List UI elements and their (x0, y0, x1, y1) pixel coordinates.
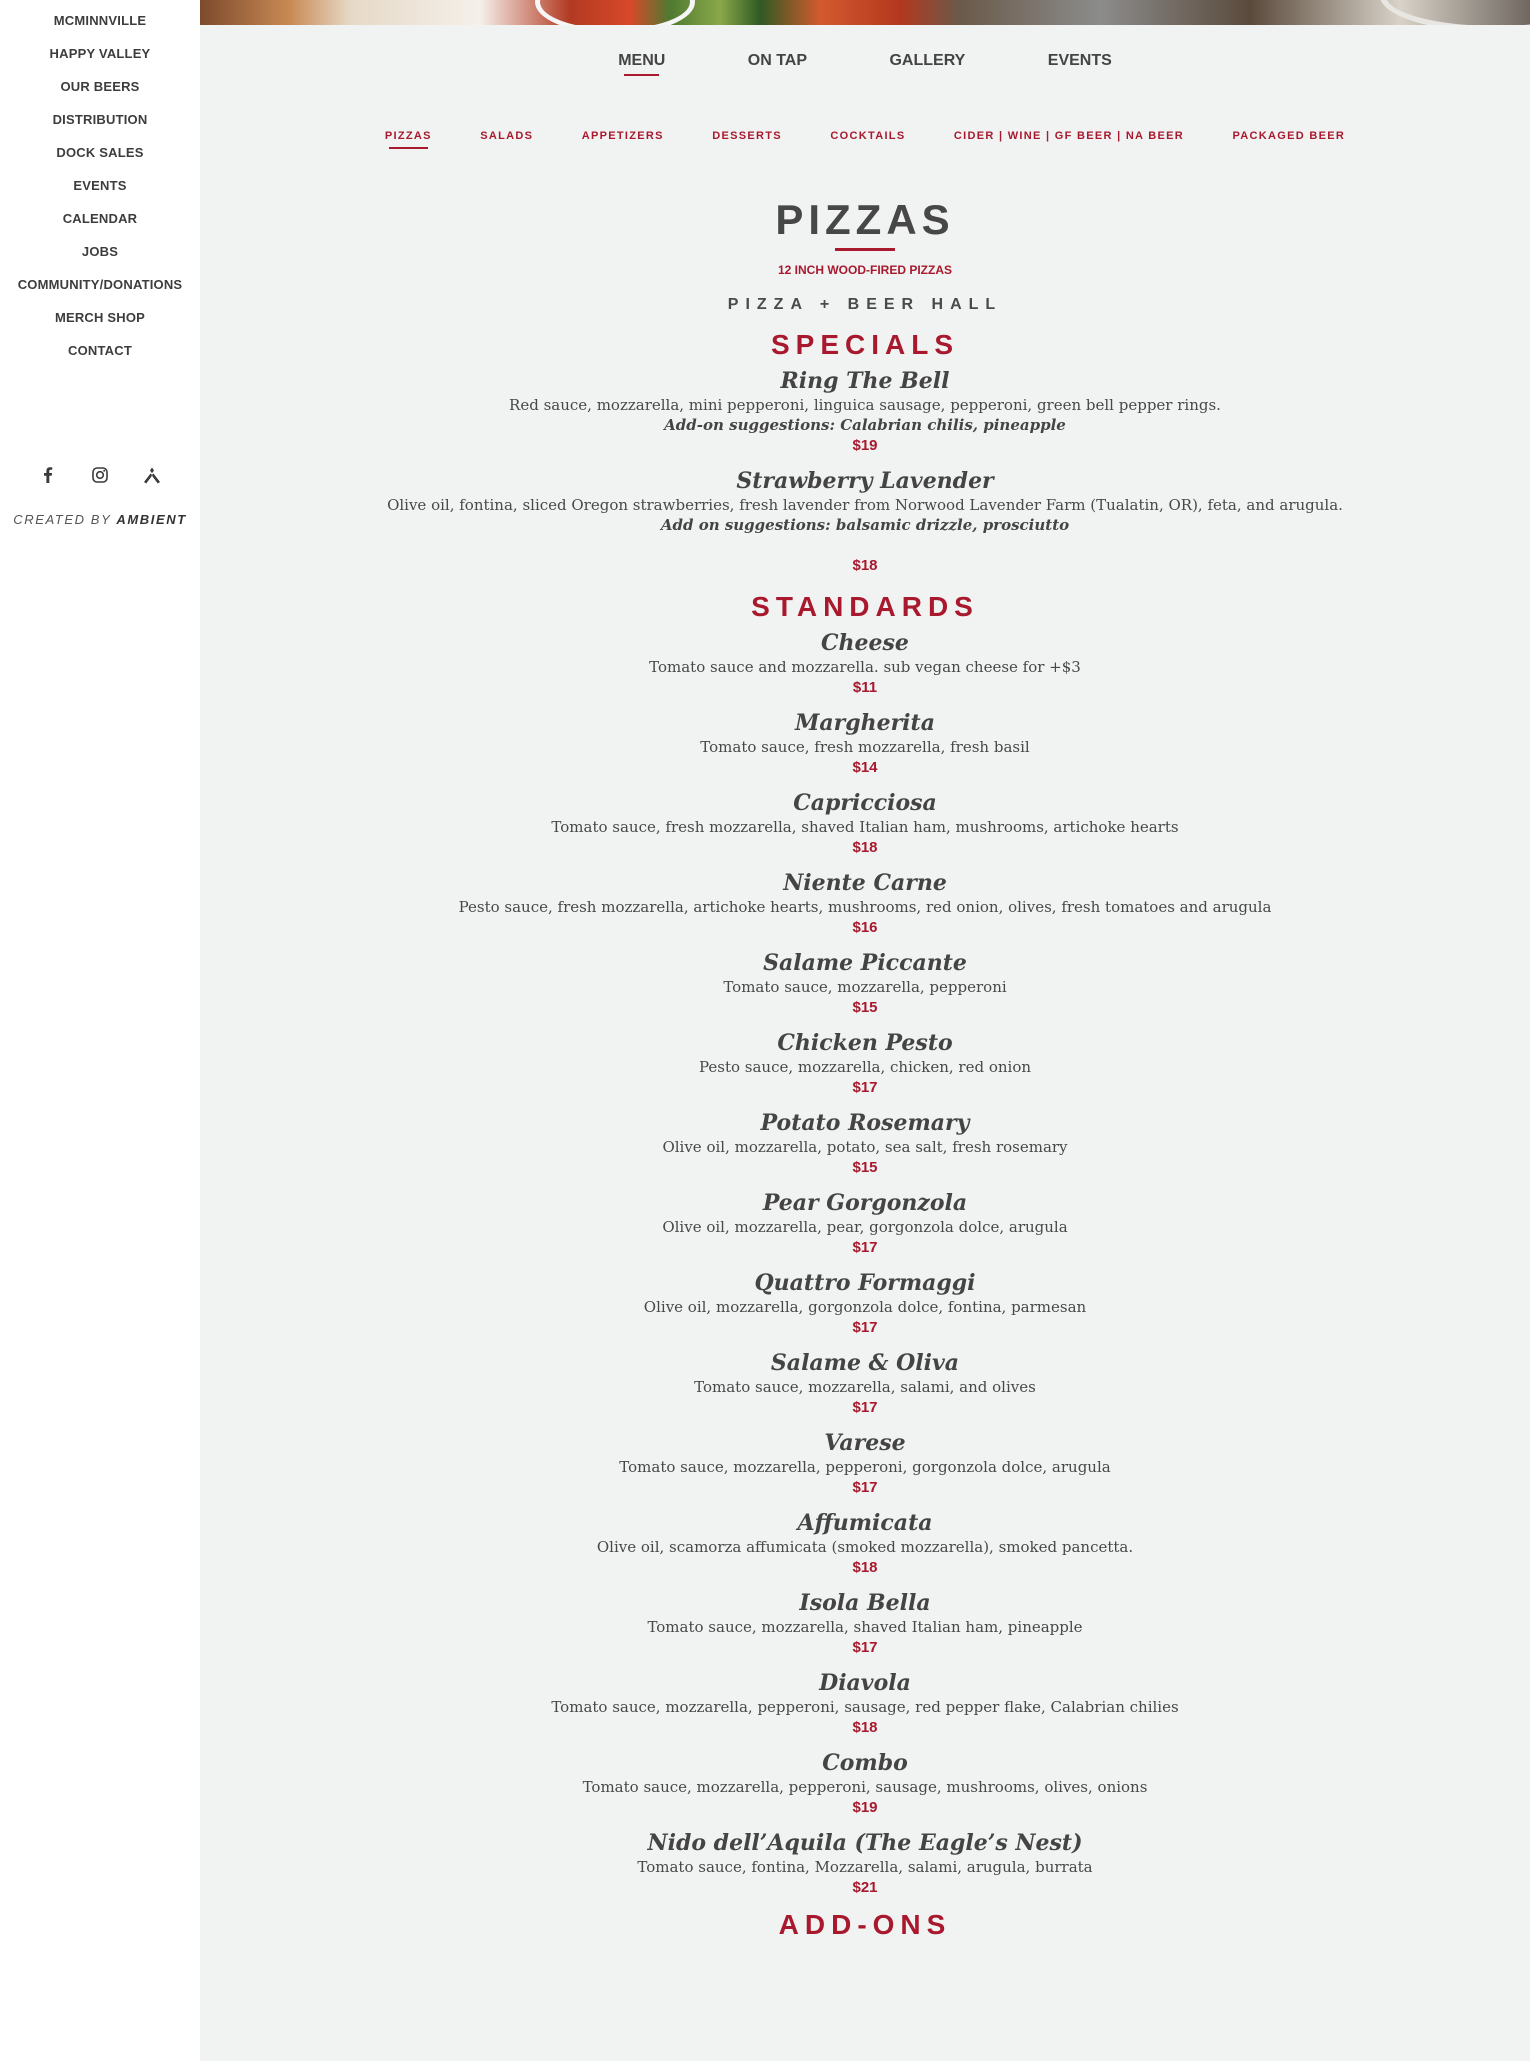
item-description: Tomato sauce, fresh mozzarella, shaved Italian ham, mushrooms, artichoke hearts (551, 818, 1179, 836)
plate-rim-shape (1380, 0, 1530, 25)
sidebar-nav (0, 12, 200, 375)
item-name: Pear Gorgonzola (762, 1190, 968, 1216)
item-name: Isola Bella (799, 1590, 931, 1616)
menu-subtitle: 12 INCH WOOD-FIRED PIZZAS (777, 263, 952, 277)
item-price: $17 (852, 1479, 878, 1496)
facebook-icon[interactable] (37, 464, 59, 486)
menu-content (200, 194, 1530, 1947)
credit-prefix: CREATED BY (13, 512, 112, 527)
item-description: Tomato sauce, fresh mozzarella, fresh basil (700, 738, 1030, 756)
sidebar (0, 0, 200, 2061)
category-pizzas[interactable]: PIZZAS (385, 130, 432, 149)
menu-category-nav (200, 126, 1530, 149)
social-links (0, 464, 200, 486)
item-description: Tomato sauce, mozzarella, pepperoni (723, 978, 1007, 996)
item-description: Olive oil, fontina, sliced Oregon strawberries, fresh lavender from Norwood Lavender Farm (Tualatin, OR), feta, and arugula. (387, 496, 1343, 514)
item-name: Chicken Pesto (777, 1030, 953, 1056)
item-description: Tomato sauce, fontina, Mozzarella, salami, arugula, burrata (637, 1858, 1093, 1876)
menu-item (200, 1429, 1530, 1499)
item-price: $18 (852, 1559, 878, 1576)
tab-events[interactable]: EVENTS (1047, 52, 1112, 69)
instagram-icon[interactable] (89, 464, 111, 486)
item-description: Tomato sauce, mozzarella, shaved Italian ham, pineapple (647, 1618, 1083, 1636)
item-price: $18 (852, 557, 878, 574)
sidebar-item-community-donations[interactable]: COMMUNITY/DONATIONS (17, 277, 183, 292)
menu-item (200, 1509, 1530, 1579)
menu-item (200, 1749, 1530, 1819)
menu-item (200, 1109, 1530, 1179)
menu-item (200, 467, 1530, 577)
item-description: Olive oil, scamorza affumicata (smoked mozzarella), smoked pancetta. (596, 1538, 1134, 1556)
plate-rim-shape (535, 0, 695, 25)
sidebar-item-distribution[interactable]: DISTRIBUTION (52, 112, 148, 127)
item-name: Strawberry Lavender (736, 468, 994, 494)
sidebar-item-events[interactable]: EVENTS (73, 178, 127, 193)
item-price: $18 (852, 1719, 878, 1736)
menu-item (200, 1029, 1530, 1099)
item-name: Combo (822, 1750, 908, 1776)
menu-item (200, 789, 1530, 859)
untappd-icon[interactable] (141, 464, 163, 486)
category-cocktails[interactable]: COCKTAILS (830, 130, 906, 142)
item-price: $17 (852, 1639, 878, 1656)
item-description: Olive oil, mozzarella, potato, sea salt, fresh rosemary (662, 1138, 1068, 1156)
item-description: Tomato sauce, mozzarella, pepperoni, sausage, red pepper flake, Calabrian chilies (551, 1698, 1179, 1716)
item-price: $17 (852, 1399, 878, 1416)
site-credit[interactable] (0, 512, 200, 527)
item-price: $15 (852, 1159, 878, 1176)
menu-item (200, 1669, 1530, 1739)
sidebar-item-jobs[interactable]: JOBS (81, 244, 119, 259)
item-description: Olive oil, mozzarella, gorgonzola dolce, fontina, parmesan (643, 1298, 1087, 1316)
item-price: $19 (852, 437, 878, 454)
item-price: $19 (852, 1799, 878, 1816)
item-price: $14 (852, 759, 878, 776)
menu-item (200, 367, 1530, 457)
menu-item (200, 1349, 1530, 1419)
venue-label: PIZZA + BEER HALL (727, 296, 1003, 313)
item-name: Varese (824, 1430, 906, 1456)
item-name: Nido dell’Aquila (The Eagle’s Nest) (647, 1830, 1083, 1856)
item-description: Tomato sauce, mozzarella, pepperoni, gorgonzola dolce, arugula (619, 1458, 1111, 1476)
item-name: Quattro Formaggi (754, 1270, 976, 1296)
item-description: Red sauce, mozzarella, mini pepperoni, linguica sausage, pepperoni, green bell pepper rings. (509, 396, 1221, 414)
menu-item (200, 1589, 1530, 1659)
item-addon-suggestion: Add-on suggestions: Calabrian chilis, pineapple (664, 416, 1066, 434)
tab-menu[interactable]: MENU (618, 52, 665, 76)
item-name: Ring The Bell (780, 368, 950, 394)
item-name: Capricciosa (793, 790, 937, 816)
sidebar-item-contact[interactable]: CONTACT (68, 343, 132, 358)
item-price: $17 (852, 1319, 878, 1336)
item-price: $15 (852, 999, 878, 1016)
section-heading-specials: SPECIALS (770, 329, 960, 360)
item-name: Margherita (795, 710, 935, 736)
item-addon-suggestion: Add on suggestions: balsamic drizzle, prosciutto (660, 516, 1070, 534)
top-nav (200, 52, 1530, 76)
section-heading-add-ons: ADD-ONS (778, 1909, 952, 1940)
menu-item (200, 709, 1530, 779)
tab-on-tap[interactable]: ON TAP (747, 52, 808, 69)
hero-pizza-image (200, 0, 1530, 25)
credit-brand: AMBIENT (116, 512, 187, 527)
item-name: Salame Piccante (763, 950, 967, 976)
item-price: $17 (852, 1079, 878, 1096)
item-name: Salame & Oliva (770, 1350, 960, 1376)
sidebar-item-mcminnville[interactable]: MCMINNVILLE (53, 13, 147, 28)
item-price: $16 (852, 919, 878, 936)
tab-gallery[interactable]: GALLERY (889, 52, 966, 69)
section-heading-standards: STANDARDS (751, 591, 979, 622)
menu-item (200, 1189, 1530, 1259)
item-name: Cheese (821, 630, 909, 656)
sidebar-item-our-beers[interactable]: OUR BEERS (60, 79, 140, 94)
page-title: PIZZAS (775, 196, 955, 243)
item-description: Tomato sauce and mozzarella. sub vegan cheese for +$3 (649, 658, 1081, 676)
item-description: Tomato sauce, mozzarella, pepperoni, sausage, mushrooms, olives, onions (582, 1778, 1148, 1796)
menu-item (200, 1829, 1530, 1899)
item-name: Diavola (819, 1670, 911, 1696)
category-cider-wine[interactable]: CIDER | WINE | GF BEER | NA BEER (953, 130, 1185, 142)
sidebar-item-dock-sales[interactable]: DOCK SALES (56, 145, 144, 160)
item-description: Tomato sauce, mozzarella, salami, and olives (694, 1378, 1036, 1396)
sidebar-item-merch-shop[interactable]: MERCH SHOP (54, 310, 146, 325)
item-description: Pesto sauce, fresh mozzarella, artichoke hearts, mushrooms, red onion, olives, fresh tomatoes and arugula (458, 898, 1272, 916)
item-description: Pesto sauce, mozzarella, chicken, red onion (698, 1058, 1032, 1076)
category-salads[interactable]: SALADS (480, 130, 534, 142)
item-price: $21 (852, 1879, 878, 1896)
menu-item (200, 949, 1530, 1019)
sidebar-item-calendar[interactable]: CALENDAR (62, 211, 138, 226)
item-name: Niente Carne (783, 870, 947, 896)
sidebar-item-happy-valley[interactable]: HAPPY VALLEY (49, 46, 151, 61)
item-price: $18 (852, 839, 878, 856)
category-packaged-beer[interactable]: PACKAGED BEER (1232, 130, 1346, 142)
item-price: $11 (852, 679, 878, 696)
item-name: Affumicata (797, 1510, 933, 1536)
category-appetizers[interactable]: APPETIZERS (581, 130, 664, 142)
item-price: $17 (852, 1239, 878, 1256)
category-desserts[interactable]: DESSERTS (712, 130, 782, 142)
menu-item (200, 869, 1530, 939)
item-description: Olive oil, mozzarella, pear, gorgonzola dolce, arugula (662, 1218, 1068, 1236)
item-name: Potato Rosemary (760, 1110, 970, 1136)
menu-item (200, 629, 1530, 699)
title-underline (835, 248, 895, 251)
menu-item (200, 1269, 1530, 1339)
